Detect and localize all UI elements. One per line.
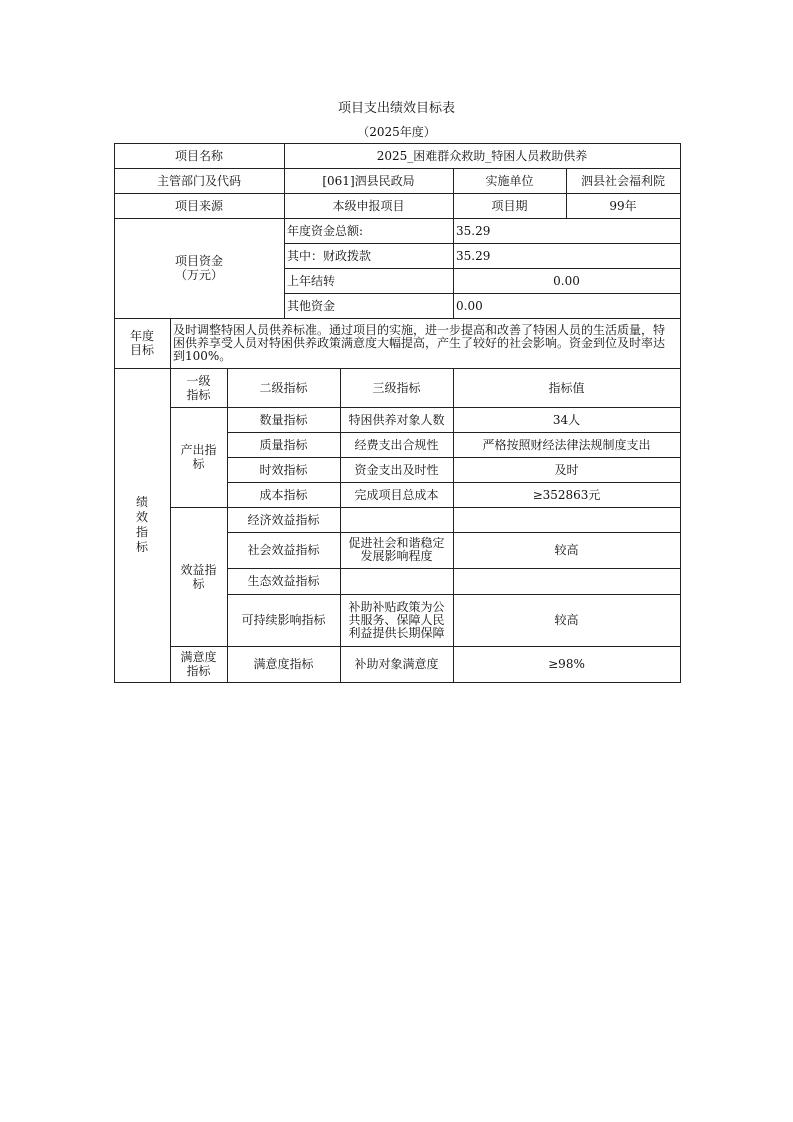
benefit-level3-line: 促进社会和谐稳定 [348, 536, 445, 550]
satisfaction-level2: 满意度指标 [253, 657, 314, 671]
benefit-level3-line: 发展影响程度 [360, 549, 433, 563]
output-level2: 成本指标 [259, 487, 308, 502]
benefit-label-line2: 标 [192, 576, 205, 591]
benefit-label [170, 507, 227, 646]
benefit-level2: 可持续影响指标 [241, 613, 326, 627]
benefit-value [453, 568, 680, 594]
header-level1-line2: 指标 [186, 387, 211, 402]
benefit-level3 [340, 507, 453, 532]
funds-fiscal-label: 其中：财政拨款 [287, 248, 372, 263]
source-value: 本级申报项目 [332, 198, 405, 213]
benefit-level3-line: 利益提供长期保障 [348, 625, 445, 640]
output-level3: 完成项目总成本 [354, 487, 439, 502]
impl-unit-label: 实施单位 [485, 173, 534, 188]
performance-label-char: 指 [135, 525, 148, 539]
benefit-level2: 生态效益指标 [247, 574, 320, 588]
satisfaction-label [170, 646, 227, 682]
funds-carryover-value: 0.00 [553, 273, 580, 288]
header-level1-line1: 一级 [186, 373, 211, 388]
page-subtitle: （2025年度） [357, 125, 436, 139]
satisfaction-label-line2: 指标 [186, 664, 211, 678]
funds-label-line1: 项目资金 [174, 254, 223, 268]
output-level3: 特困供养对象人数 [348, 412, 445, 427]
dept-value: [061]泗县民政局 [322, 173, 415, 188]
satisfaction-label-line1: 满意度 [180, 650, 217, 664]
output-label-line1: 产出指 [180, 443, 217, 457]
benefit-level3 [340, 532, 453, 568]
page-title: 项目支出绩效目标表 [337, 101, 455, 116]
satisfaction-value: ≥98% [548, 657, 585, 671]
funds-other-value: 0.00 [456, 298, 483, 313]
period-value: 99年 [609, 198, 637, 213]
output-label-line2: 标 [192, 457, 205, 471]
header-value: 指标值 [548, 380, 585, 395]
goal-text: 及时调整特困人员供养标准。通过项目的实施，进一步提高和改善了特困人员的生活质量，特困供养享受人员对特困供养政策满意度大幅提高，产生了较好的社会影响。资金到位及时率达到100%。 [173, 322, 666, 363]
project-name-value: 2025_困难群众救助_特困人员救助供养 [376, 148, 588, 163]
benefit-level2: 社会效益指标 [247, 543, 320, 557]
funds-fiscal-value: 35.29 [456, 248, 491, 263]
funds-label [114, 218, 284, 318]
impl-unit-value: 泗县社会福利院 [580, 173, 665, 188]
output-level3: 资金支出及时性 [354, 462, 439, 477]
output-value: 及时 [554, 462, 579, 477]
output-level2: 时效指标 [259, 462, 308, 477]
benefit-value: 较高 [554, 613, 579, 627]
output-label [170, 407, 227, 507]
benefit-level3 [340, 594, 453, 646]
performance-label-char: 标 [135, 540, 148, 554]
source-label: 项目来源 [174, 198, 223, 213]
benefit-label-line1: 效益指 [180, 562, 217, 577]
benefit-level2: 经济效益指标 [247, 512, 320, 527]
performance-label [114, 368, 170, 682]
output-value: ≥352863元 [532, 487, 601, 502]
output-level3: 经费支出合规性 [354, 437, 439, 452]
header-level2: 二级指标 [259, 380, 308, 395]
goal-label-line1: 年度 [129, 329, 154, 343]
funds-other-label: 其他资金 [287, 298, 336, 313]
goal-label [114, 318, 170, 368]
benefit-level3 [340, 568, 453, 594]
performance-label-char: 效 [135, 510, 148, 524]
header-level1 [170, 368, 227, 407]
benefit-level3-line: 补助补贴政策为公 [348, 599, 445, 614]
header-level3: 三级指标 [372, 380, 421, 395]
performance-label-char: 绩 [135, 495, 148, 509]
period-label: 项目期 [491, 198, 528, 213]
output-value: 34人 [552, 412, 581, 427]
benefit-value: 较高 [554, 543, 579, 557]
funds-label-line2: （万元） [174, 268, 223, 282]
dept-label: 主管部门及代码 [156, 173, 241, 188]
goal-label-line2: 目标 [129, 343, 154, 357]
funds-carryover-label: 上年结转 [287, 273, 336, 288]
benefit-value [453, 507, 680, 532]
satisfaction-level3: 补助对象满意度 [354, 657, 439, 671]
project-name-label: 项目名称 [174, 148, 223, 163]
output-value: 严格按照财经法律法规制度支出 [482, 437, 651, 452]
benefit-level3-line: 共服务、保障人民 [348, 612, 445, 627]
funds-total-value: 35.29 [456, 223, 491, 238]
funds-total-label: 年度资金总额: [287, 223, 364, 238]
output-level2: 质量指标 [259, 437, 308, 452]
output-level2: 数量指标 [259, 412, 308, 427]
